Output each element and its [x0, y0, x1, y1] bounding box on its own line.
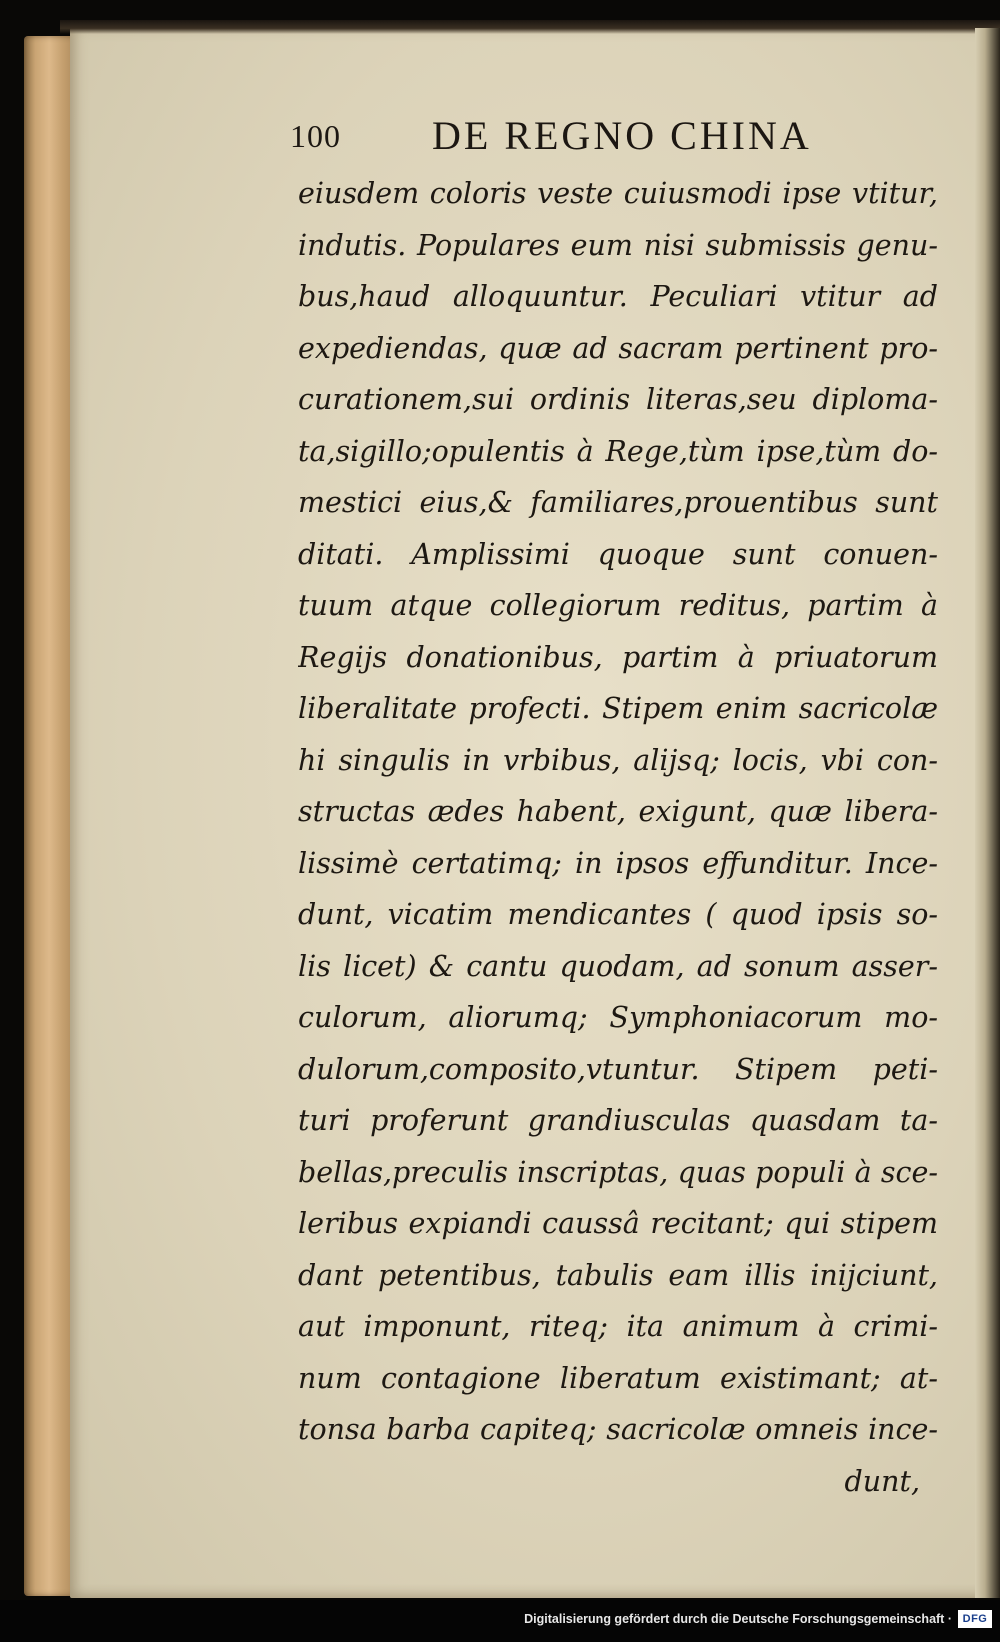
- text-line: lis licet) & cantu quodam, ad sonum asser-: [298, 949, 938, 983]
- text-line: dant petentibus, tabulis eam illis inijciunt,: [298, 1258, 938, 1292]
- text-line: dulorum,composito,vtuntur. Stipem peti-: [298, 1052, 938, 1086]
- text-line: expediendas, quæ ad sacram pertinent pro-: [298, 331, 938, 365]
- catchword: dunt,: [844, 1464, 920, 1498]
- text-line: tuum atque collegiorum reditus, partim à: [298, 589, 938, 622]
- text-line: lissimè certatimq; in ipsos effunditur. Ince-: [298, 846, 938, 880]
- page-header: [290, 112, 890, 166]
- text-line: mestici eius,& familiares,prouentibus sunt: [298, 486, 938, 519]
- text-line: Regijs donationibus, partim à priuatorum: [298, 640, 938, 674]
- funding-notice: Digitalisierung gefördert durch die Deutsche Forschungsgemeinschaft ·: [524, 1612, 952, 1626]
- text-line: dunt, vicatim mendicantes ( quod ipsis so-: [298, 898, 938, 931]
- text-line: curationem,sui ordinis literas,seu diploma-: [298, 383, 938, 416]
- text-line: bus,haud alloquuntur. Peculiari vtitur ad: [298, 280, 938, 313]
- text-line: culorum, aliorumq; Symphoniacorum mo-: [298, 1001, 938, 1034]
- text-line: bellas,preculis inscriptas, quas populi à sce-: [298, 1155, 938, 1189]
- body-text: [298, 168, 938, 1507]
- text-line: tonsa barba capiteq; sacricolæ omneis ince-: [298, 1413, 938, 1446]
- dfg-logo: DFG: [958, 1610, 992, 1628]
- top-shadow-band: [60, 20, 1000, 34]
- digitization-footer: [0, 1600, 1000, 1642]
- text-line: liberalitate profecti. Stipem enim sacricolæ: [298, 692, 938, 725]
- text-line: turi proferunt grandiusculas quasdam ta-: [298, 1104, 938, 1137]
- running-head: DE REGNO CHINA: [432, 113, 812, 158]
- text-line: aut imponunt, riteq; ita animum à crimi-: [298, 1310, 938, 1343]
- page-number: 100: [290, 118, 341, 154]
- text-line: eiusdem coloris veste cuiusmodi ipse vtitur,: [298, 177, 938, 210]
- text-line: num contagione liberatum existimant; at-: [298, 1361, 938, 1395]
- text-line: ta,sigillo;opulentis à Rege,tùm ipse,tùm do-: [298, 434, 938, 468]
- right-page-edge: [975, 28, 1000, 1598]
- text-line: leribus expiandi caussâ recitant; qui stipem: [298, 1207, 938, 1240]
- text-line: ditati. Amplissimi quoque sunt conuen-: [298, 537, 938, 571]
- text-line: structas ædes habent, exigunt, quæ libera-: [298, 795, 938, 828]
- text-line: hi singulis in vrbibus, alijsq; locis, vbi con-: [298, 743, 938, 777]
- text-line: indutis. Populares eum nisi submissis genu-: [298, 228, 938, 262]
